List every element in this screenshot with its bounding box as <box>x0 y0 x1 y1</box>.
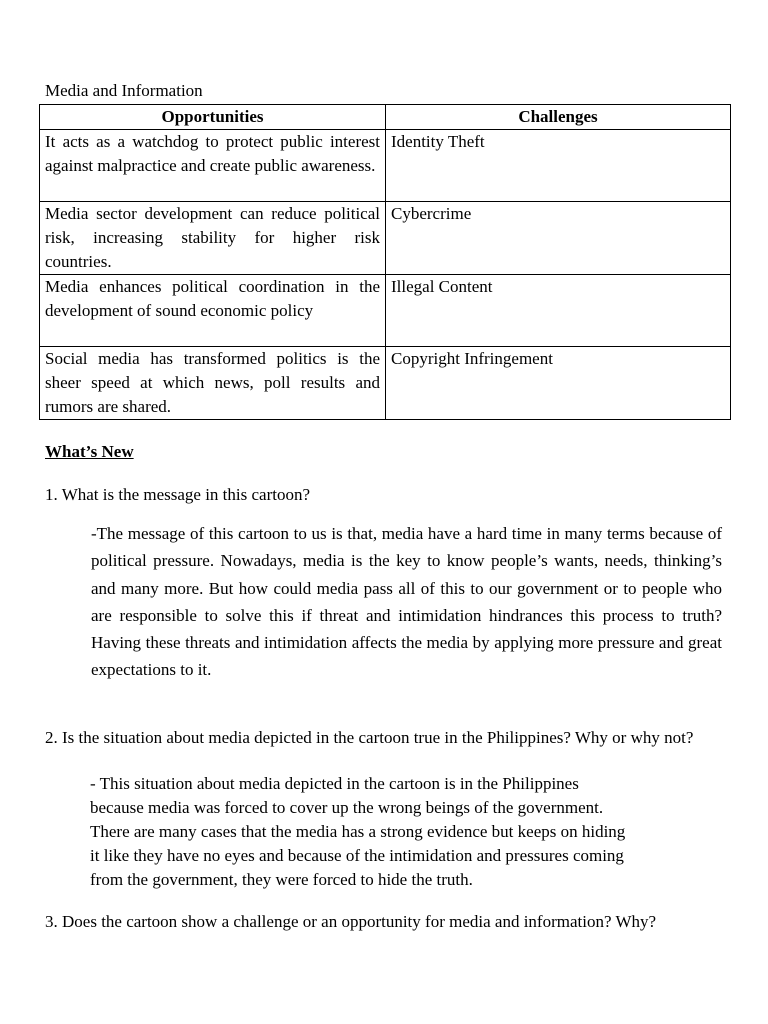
table-row <box>40 202 731 275</box>
answer-2-line: because media was forced to cover up the wrong beings of the government. <box>90 798 604 817</box>
answer-2-line: - This situation about media depicted in the cartoon is in the Philippines <box>90 774 579 793</box>
opportunity-cell: It acts as a watchdog to protect public interest against malpractice and create public awareness. <box>40 130 386 202</box>
opportunity-cell: Social media has transformed politics is the sheer speed at which news, poll results and rumors are shared. <box>40 347 386 420</box>
table-row <box>40 347 731 420</box>
challenge-cell: Identity Theft <box>386 130 731 202</box>
header-opportunities: Opportunities <box>40 105 386 130</box>
opportunity-cell: Media sector development can reduce political risk, increasing stability for higher risk countries. <box>40 202 386 275</box>
table-row <box>40 130 731 202</box>
whats-new-heading: What’s New <box>45 442 134 461</box>
challenge-cell: Cybercrime <box>386 202 731 275</box>
opportunity-cell: Media enhances political coordination in the development of sound economic policy <box>40 275 386 347</box>
answer-2-line: from the government, they were forced to hide the truth. <box>90 870 473 889</box>
answer-1: -The message of this cartoon to us is that, media have a hard time in many terms because of political pressure. Nowadays, media is the key to know people’s wants, needs, thinking’s and many more. But how could media pass all of this to our government or to people who are responsible to solve this if threat and intimidation hindrances this process to truth? Having these threats and intimidation affects the media by applying more pressure and great expectations to it. <box>91 524 722 680</box>
opportunities-challenges-table <box>39 104 731 420</box>
answer-2-line: There are many cases that the media has a strong evidence but keeps on hiding <box>90 822 626 841</box>
table-row <box>40 275 731 347</box>
table-header-row <box>40 105 731 130</box>
answer-2 <box>90 772 730 892</box>
question-2: 2. Is the situation about media depicted in the cartoon true in the Philippines? Why or why not? <box>45 728 694 747</box>
question-3: 3. Does the cartoon show a challenge or an opportunity for media and information? Why? <box>45 912 657 931</box>
table-caption: Media and Information <box>45 81 203 100</box>
challenge-cell: Illegal Content <box>386 275 731 347</box>
question-1: 1. What is the message in this cartoon? <box>45 485 311 504</box>
header-challenges: Challenges <box>386 105 731 130</box>
challenge-cell: Copyright Infringement <box>386 347 731 420</box>
answer-2-line: it like they have no eyes and because of the intimidation and pressures coming <box>90 846 624 865</box>
